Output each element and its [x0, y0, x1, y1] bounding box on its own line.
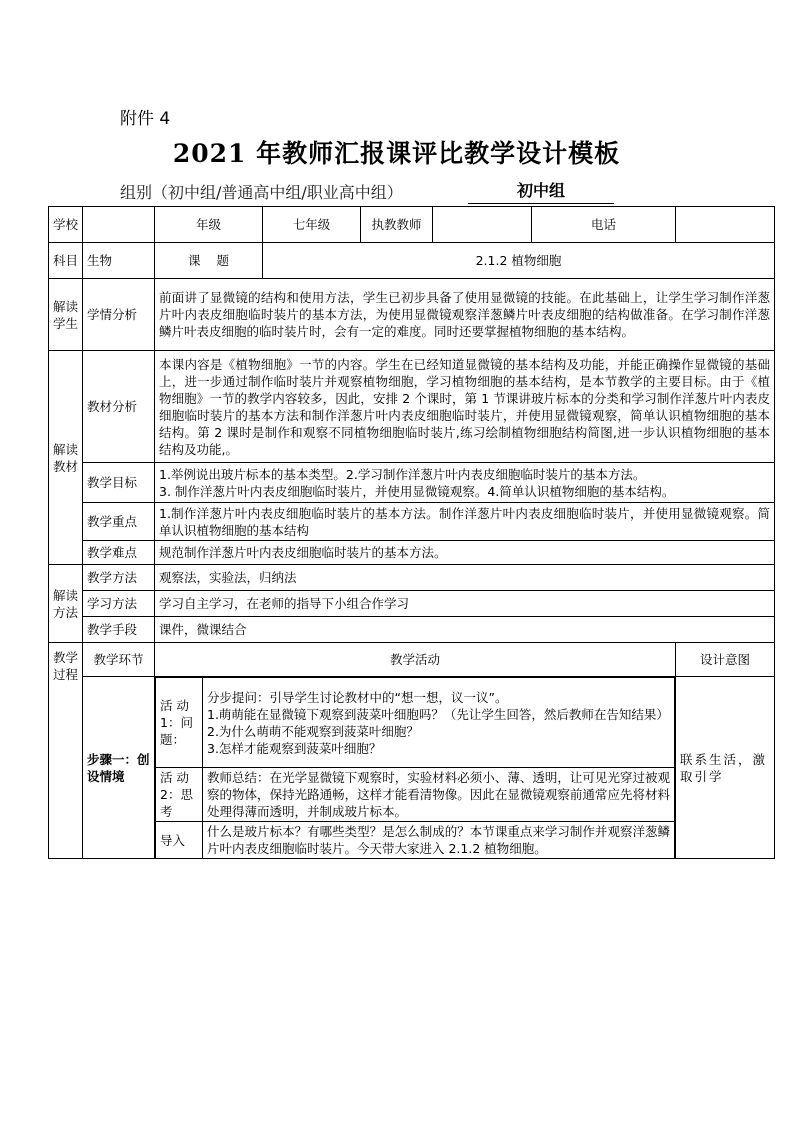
- learning-method-label: 学习方法: [83, 591, 155, 617]
- page-title: 2021 年教师汇报课评比教学设计模板: [172, 139, 621, 168]
- phone-value: [676, 207, 775, 243]
- topic-value: 2.1.2 植物细胞: [263, 243, 775, 279]
- student-analysis-label: 学情分析: [83, 279, 155, 351]
- grade-label: 年级: [155, 207, 263, 243]
- section-student: 解读学生: [49, 279, 83, 351]
- section-method: 解读方法: [49, 565, 83, 643]
- lesson-plan-table: [48, 206, 775, 859]
- learning-method-text: 学习自主学习，在老师的指导下小组合作学习: [155, 591, 775, 617]
- subject-label: 科目: [49, 243, 83, 279]
- activity-1-line: 3.怎样才能观察到菠菜叶细胞？: [207, 740, 382, 756]
- attachment-label: 附件 4: [120, 109, 171, 129]
- step-header: 教学环节: [83, 643, 155, 677]
- difficulty-text: 规范制作洋葱片叶内表皮细胞临时装片的基本方法。: [155, 541, 775, 565]
- design-intent-text: 联系生活，激取引学: [676, 677, 775, 859]
- grade-value: 七年级: [263, 207, 361, 243]
- teacher-label: 执教教师: [361, 207, 433, 243]
- section-material: 解读教材: [49, 351, 83, 565]
- activity-1-line: 2.为什么萌萌不能观察到菠菜叶细胞？: [207, 723, 419, 739]
- activity-1-line: 分步提问：引导学生讨论教材中的“想一想，议一议”。: [207, 689, 508, 705]
- teaching-method-label: 教学方法: [83, 565, 155, 591]
- key-point-label: 教学重点: [83, 503, 155, 541]
- goal-text: [155, 463, 775, 503]
- intro-label: 导入: [156, 822, 203, 859]
- difficulty-label: 教学难点: [83, 541, 155, 565]
- material-analysis-label: 教材分析: [83, 351, 155, 463]
- group-value: 初中组: [468, 178, 614, 204]
- step1-label: 步骤一：创设情境: [83, 677, 155, 859]
- goal-label: 教学目标: [83, 463, 155, 503]
- student-analysis-text: 前面讲了显微镜的结构和使用方法，学生已初步具备了使用显微镜的技能。在此基础上，让学生学习制作洋葱片叶内表皮细胞临时装片的基本方法，为使用显微镜观察洋葱鳞片叶表皮细胞的结构做准备。在学习制作洋葱鳞片叶表皮细胞的临时装片时，会有一定的难度。同时还要掌握植物细胞的基本结构。: [155, 279, 775, 351]
- material-analysis-text: 本课内容是《植物细胞》一节的内容。学生在已经知道显微镜的基本结构及功能，并能正确操作显微镜的基础上，进一步通过制作临时装片并观察植物细胞，学习植物细胞的基本结构，是本节教学的主要目标。由于《植物细胞》一节的教学内容较多，因此，安排 2 个课时，第 1 节课讲玻片标本的分类和学习制作洋葱片叶内表皮细胞临时装片的基本方法和制作洋葱片叶内表皮细胞临时装片，并使用显微镜观察，简单认识植物细胞的基本结构。第 2 课时是制作和观察不同植物细胞临时装片,练习绘制植物细胞结构简图,进一步认识植物细胞的基本结构及功能,。: [155, 351, 775, 463]
- activity-2-label: 活 动 2：思考: [156, 768, 203, 822]
- activity-1-line: 1.萌萌能在显微镜下观察到菠菜叶细胞吗？（先让学生回答，然后教师在告知结果）: [207, 706, 669, 722]
- goal-text-line-1: 1.举例说出玻片标本的基本类型。2.学习制作洋葱片叶内表皮细胞临时装片的基本方法。: [159, 466, 646, 482]
- group-label: 组别（初中组/普通高中组/职业高中组）: [120, 183, 403, 202]
- intro-content: 什么是玻片标本？有哪些类型？是怎么制成的？本节课重点来学习制作并观察洋葱鳞片叶内表皮细胞临时装片。今天带大家进入 2.1.2 植物细胞。: [203, 822, 675, 859]
- key-point-text: 1.制作洋葱片叶内表皮细胞临时装片的基本方法。制作洋葱片叶内表皮细胞临时装片，并使用显微镜观察。简单认识植物细胞的基本结构: [155, 503, 775, 541]
- activity-table: [155, 677, 675, 858]
- teaching-means-text: 课件，微课结合: [155, 617, 775, 643]
- design-header: 设计意图: [676, 643, 775, 677]
- topic-label: 课 题: [155, 243, 263, 279]
- activity-2-content: 教师总结：在光学显微镜下观察时，实验材料必须小、薄、透明，让可见光穿过被观察的物体，保持光路通畅，这样才能看清物像。因此在显微镜观察前通常应先将材料处理得薄而透明，并制成玻片标本。: [203, 768, 675, 822]
- teaching-method-text: 观察法，实验法，归纳法: [155, 565, 775, 591]
- activity-header: 教学活动: [155, 643, 676, 677]
- activity-cell: [155, 677, 676, 859]
- school-label: 学校: [49, 207, 83, 243]
- teacher-value: [433, 207, 532, 243]
- phone-label: 电话: [532, 207, 676, 243]
- goal-text-line-2: 3. 制作洋葱片叶内表皮细胞临时装片，并使用显微镜观察。4.简单认识植物细胞的基本结构。: [159, 483, 675, 499]
- activity-1-label: 活 动 1：问题：: [156, 678, 203, 768]
- activity-1-content: [203, 678, 675, 768]
- section-process: 教学过程: [49, 643, 83, 859]
- teaching-means-label: 教学手段: [83, 617, 155, 643]
- subject-value: 生物: [83, 243, 155, 279]
- school-value: [83, 207, 155, 243]
